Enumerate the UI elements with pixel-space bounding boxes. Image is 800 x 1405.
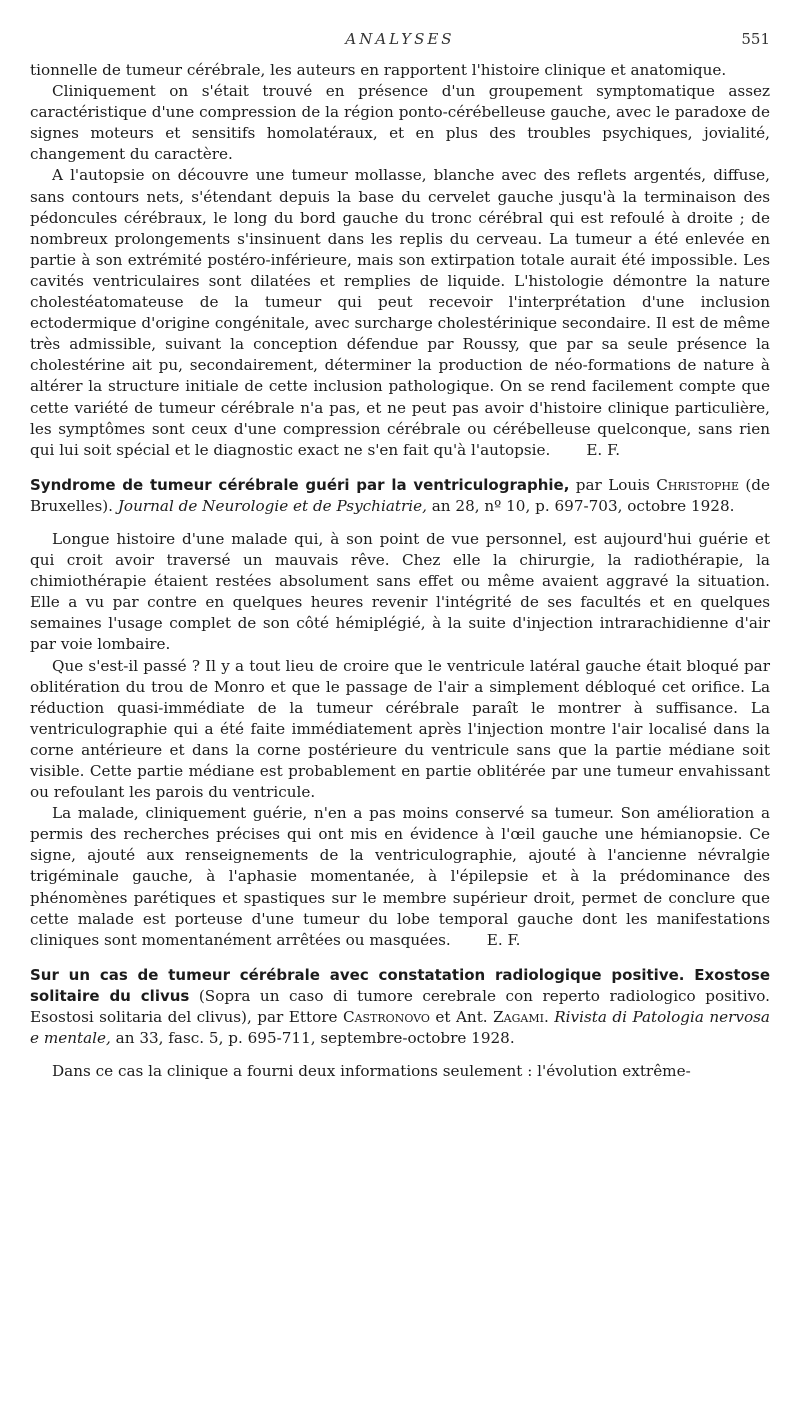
review-1-citation: an 28, nº 10, p. 697-703, octobre 1928. xyxy=(431,496,735,515)
review-2-citation: an 33, fasc. 5, p. 695-711, septembre-octobre 1928. xyxy=(115,1029,515,1048)
running-title: ANALYSES xyxy=(345,30,455,48)
review-1-author: Christophe xyxy=(656,475,739,494)
review-1-journal: Journal de Neurologie et de Psychiatrie, xyxy=(117,496,427,515)
review-1-affiliation: (de Bruxelles). xyxy=(30,475,771,515)
running-head xyxy=(30,30,770,60)
continuation-paragraph-3 xyxy=(30,165,770,460)
review-1-by: par Louis xyxy=(575,475,650,494)
continuation-paragraph-2: Cliniquement on s'était trouvé en présence d'un groupement symptomatique assez caractéristique d'une compression de la région ponto-cérébelleuse gauche, avec le paradoxe de signes moteurs et sensitifs homolatéraux, et en plus des troubles psychiques, jovialité, changement du caractère. xyxy=(30,82,770,164)
review-1-paragraph-2: Que s'est-il passé ? Il y a tout lieu de croire que le ventricule latéral gauche était bloqué par oblitération du trou de Monro et que le passage de l'air a simplement débloqué cet orifice. La réduction quasi-immédiate de la tumeur cérébrale paraît le montrer à suffisance. La ventriculographie qui a été faite immédiatement après l'injection montre l'air localisé dans la corne antérieure et dans la corne postérieure du ventricule sans que la partie médiane soit visible. Cette partie médiane est probablement en partie oblitérée par une tumeur envahissant ou refoulant les parois du ventricule. xyxy=(30,656,770,802)
review-2-author-2: Zagami. xyxy=(493,1008,549,1027)
review-1-paragraph-3-text: La malade, cliniquement guérie, n'en a pas moins conservé sa tumeur. Son amélioration a permis des recherches précises qui ont mis en évidence à l'œil gauche une hémianopsie. Ce signe, ajouté aux renseignements de la ventriculographie, ajouté à l'ancienne névralgie trigéminale gauche, à l'aphasie momentanée, à l'épilepsie et à la prédominance des phénomènes parétiques et spastiques sur le membre supérieur droit, permet de conclure que cette malade est porteuse d'une tumeur du lobe temporal gauche dont les manifestations cliniques sont momentanément arrêtées ou masquées. xyxy=(30,804,770,949)
review-2-title: Sur un cas de tumeur cérébrale avec constatation radiologique positive. Exostose solitaire du clivus xyxy=(30,965,770,1005)
review-1-title: Syndrome de tumeur cérébrale guéri par la ventriculographie, xyxy=(30,475,570,494)
review-2-author-1: Castronovo xyxy=(342,1008,430,1027)
review-signature: E. F. xyxy=(586,440,621,459)
continuation-paragraph-3-text: A l'autopsie on découvre une tumeur mollasse, blanche avec des reflets argentés, diffuse, sans contours nets, s'étendant depuis la base du cervelet gauche jusqu'à la terminaison des pédoncules cérébraux, le long du bord gauche du tronc cérébral qui est refoulé à droite ; de nombreux prolongements s'insinuent dans les replis du cerveau. La tumeur a été enlevée en partie à son extrémité postéro-inférieure, mais son extirpation totale aurait été impossible. Les cavités ventriculaires sont dilatées et remplies de liquide. L'histologie démontre la nature cholestéatomateuse de la tumeur qui peut recevoir l'interprétation d'une inclusion ectodermique d'origine congénitale, avec surcharge cholestérinique secondaire. Il est de même très admissible, suivant la conception défendue par Roussy, que par sa seule présence la cholestérine ait pu, secondairement, déterminer la production de néo-formations de nature à altérer la structure initiale de cette inclusion pathologique. On se rend facilement compte que cette variété de tumeur cérébrale n'a pas, et ne peut pas avoir d'histoire clinique particulière, les symptômes sont ceux d'une compression cérébrale ou cérébelleuse quelconque, sans rien qui lui soit spécial et le diagnostic exact ne s'en fait qu'à l'autopsie. xyxy=(30,166,770,459)
page-number: 551 xyxy=(741,30,770,48)
review-1 xyxy=(30,475,770,951)
continuation-paragraph-1: tionnelle de tumeur cérébrale, les auteurs en rapportent l'histoire clinique et anatomique. xyxy=(30,61,727,79)
review-2 xyxy=(30,965,770,1082)
page xyxy=(30,30,770,1082)
review-2-italian-title: (Sopra un caso di tumore cerebrale con reperto radiologico positivo. Esostosi solitaria del clivus), xyxy=(30,986,770,1027)
review-1-heading xyxy=(30,475,770,517)
review-1-signature: E. F. xyxy=(486,930,521,949)
review-1-paragraph-1: Longue histoire d'une malade qui, à son point de vue personnel, est aujourd'hui guérie et qui croit avoir traversé un mauvais rêve. Chez elle la chirurgie, la radiothérapie, la chimiothérapie étaient restées absolument sans effet ou même avaient aggravé la situation. Elle a vu par contre en quelques heures revenir l'intégrité de ses facultés et en quelques semaines l'usage complet de son côté hémiplégié, à la suite d'injection intrarachidienne d'air par voie lombaire. xyxy=(30,529,770,654)
review-2-journal: Rivista di Patologia nervosa e mentale, xyxy=(30,1008,770,1048)
review-2-and: et Ant. xyxy=(435,1008,488,1027)
review-2-paragraph-1: Dans ce cas la clinique a fourni deux informations seulement : l'évolution extrême- xyxy=(52,1062,691,1081)
review-2-heading xyxy=(30,965,770,1049)
continuation-review xyxy=(30,60,770,461)
review-2-by: par Ettore xyxy=(257,1008,338,1027)
review-1-paragraph-3 xyxy=(30,803,770,951)
